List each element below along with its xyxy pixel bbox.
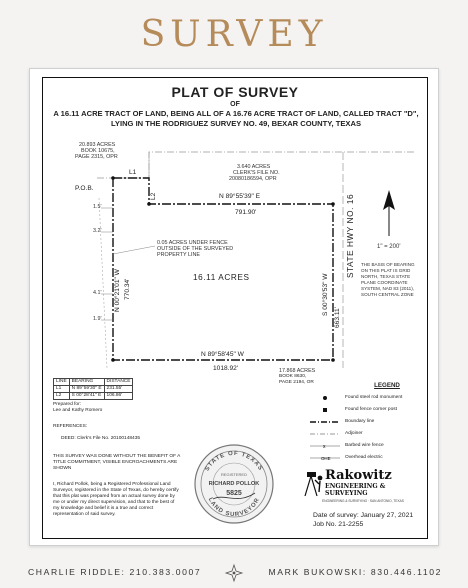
monument-marker bbox=[147, 202, 151, 206]
offset-1: 1.5' bbox=[93, 204, 102, 210]
fence-note-line-1: 0.05 ACRES UNDER FENCE bbox=[157, 240, 228, 246]
tract-area: 16.11 ACRES bbox=[193, 273, 250, 282]
legend-label: Barbed wire fence bbox=[345, 443, 384, 448]
monument-marker bbox=[331, 202, 335, 206]
basis-note-6: SOUTH CENTRAL ZONE bbox=[361, 292, 414, 297]
line-table bbox=[53, 378, 133, 400]
contact-left: CHARLIE RIDDLE: 210.383.0007 bbox=[28, 567, 202, 577]
firm-address: ENGINEERING & SURVEYING · SAN ANTONIO, TEXAS bbox=[322, 499, 404, 503]
legend-label: Found steel rod monument bbox=[345, 395, 403, 400]
neighbor-ne-line-1: 3.640 ACRES bbox=[237, 164, 271, 170]
plat-description: A 16.11 ACRE TRACT OF LAND, BEING ALL OF A 16.76 ACRE TRACT OF LAND, CALLED TRACT "D", LYING IN THE RODRIGUEZ SURVEY NO. 49, BEXAR COUNTY, TEXAS bbox=[53, 109, 419, 128]
neighbor-s-line-3: PAGE 2194, OR bbox=[279, 380, 314, 385]
l2-label: L2 bbox=[150, 192, 157, 200]
seal-number: 5825 bbox=[226, 490, 242, 497]
legend-label: Boundary line bbox=[345, 419, 375, 424]
fence-note-line-3: PROPERTY LINE bbox=[157, 252, 200, 258]
firm-name: Rakowitz bbox=[325, 468, 392, 483]
basis-note-2: ON THIS PLAT IS GRID bbox=[361, 268, 411, 273]
table-cell: L2 bbox=[54, 393, 70, 400]
neighbor-ne-line-2: CLERK'S FILE NO. bbox=[233, 170, 280, 176]
table-cell: L1 bbox=[54, 386, 70, 393]
barbed-wire-icon bbox=[309, 442, 341, 450]
page-heading: SURVEY bbox=[140, 14, 328, 55]
fence-line bbox=[99, 198, 107, 368]
legend-item bbox=[309, 442, 425, 450]
plat-title: PLAT OF SURVEY bbox=[171, 84, 299, 100]
basis-note-4: PLANE COORDINATE bbox=[361, 280, 408, 285]
basis-note-5: SYSTEM, NAD 83 (2011), bbox=[361, 286, 415, 291]
pob-label: P.O.B. bbox=[75, 185, 94, 192]
seal-bottom-text: LAND SURVEYOR bbox=[206, 496, 262, 519]
offset-2: 3.2' bbox=[93, 228, 102, 234]
legend bbox=[309, 382, 425, 461]
boundary-line bbox=[113, 178, 333, 360]
seal-registered: REGISTERED bbox=[220, 472, 248, 477]
table-row bbox=[54, 393, 133, 400]
neighbor-nw-line-3: PAGE 2315, OPR bbox=[75, 154, 118, 160]
legend-item bbox=[309, 418, 425, 426]
basis-note-1: THE BASIS OF BEARING bbox=[361, 262, 415, 267]
seal-top-text: STATE OF TEXAS bbox=[204, 450, 264, 473]
legend-item bbox=[309, 454, 425, 462]
firm-subtitle: ENGINEERING & SURVEYING bbox=[325, 483, 386, 497]
monument-marker bbox=[111, 358, 115, 362]
firm-logo bbox=[301, 468, 425, 506]
fence-note-leader bbox=[113, 246, 155, 254]
west-bearing: N 00°21'01" W bbox=[114, 269, 121, 312]
table-cell: 231.55' bbox=[104, 386, 133, 393]
boundary-line-icon bbox=[309, 418, 341, 426]
line-table-header bbox=[54, 379, 133, 386]
plat-of: OF bbox=[230, 101, 240, 108]
scale-label: 1" = 200' bbox=[377, 244, 401, 250]
legend-label: Found fence corner post bbox=[345, 407, 397, 412]
line-table-head: DISTANCE bbox=[104, 379, 133, 386]
references-label: REFERENCES: bbox=[53, 424, 88, 429]
neighbor-nw-line-1: 20.893 ACRES bbox=[79, 142, 116, 148]
legend-label: Adjoiner bbox=[345, 431, 363, 436]
survey-document bbox=[29, 68, 439, 546]
prepared-label: Prepared for: bbox=[53, 402, 81, 407]
prepared-value: Lee and Kathy Romero bbox=[53, 408, 103, 413]
title-note: THIS SURVEY WAS DONE WITHOUT THE BENEFIT OF A TITLE COMMITMENT, VISIBLE ENCROACHMENTS ARE SHOWN bbox=[53, 454, 181, 471]
svg-text:OHE: OHE bbox=[321, 456, 331, 461]
seal-name: RICHARD POLLOK bbox=[208, 481, 260, 487]
neighbor-nw-line-2: BOOK 10675, bbox=[81, 148, 115, 154]
north-distance: 791.90' bbox=[235, 209, 257, 216]
line-table-head: BEARING bbox=[69, 379, 104, 386]
road-label: STATE HWY NO. 16 bbox=[346, 193, 355, 278]
table-cell: N 89°59'30" E bbox=[69, 386, 104, 393]
table-row bbox=[54, 386, 133, 393]
plat-border bbox=[42, 77, 428, 539]
neighbor-s-line-2: BOOK 8630, bbox=[279, 374, 307, 379]
footer bbox=[0, 563, 468, 583]
neighbor-ne-line-3: 20080186594, OPR bbox=[229, 176, 277, 182]
north-bearing: N 89°55'39" E bbox=[219, 193, 261, 200]
legend-item bbox=[309, 430, 425, 438]
south-bearing: N 89°58'45" W bbox=[201, 351, 244, 358]
certification-text: I, Richard Pollok, being a Registered Professional Land Surveyor, registered in the State of Texas, do hereby certify that this plat was prepared from an actual survey done by me or under my direct supervision, and that to the best of my knowledge and belief it is a true and correct representation of said survey. bbox=[53, 482, 179, 517]
table-cell: 106.86' bbox=[104, 393, 133, 400]
adjoiner-line-icon bbox=[309, 430, 341, 438]
table-cell: S 00°28'41" E bbox=[69, 393, 104, 400]
legend-item bbox=[309, 406, 425, 414]
legend-label: Overhead electric bbox=[345, 455, 383, 460]
steel-rod-icon bbox=[309, 394, 341, 402]
basis-note-3: NORTH, TEXAS STATE bbox=[361, 274, 411, 279]
legend-item bbox=[309, 394, 425, 402]
offset-4: 1.9' bbox=[93, 316, 102, 322]
neighbor-s-line-1: 17.868 ACRES bbox=[279, 368, 316, 374]
overhead-electric-icon bbox=[309, 454, 341, 462]
svg-text:x: x bbox=[323, 444, 326, 450]
monument-marker bbox=[111, 176, 115, 180]
west-distance: 770.34' bbox=[124, 278, 131, 300]
surveyor-figure-icon bbox=[301, 468, 325, 498]
north-arrow-icon bbox=[383, 190, 395, 236]
monument-marker bbox=[331, 358, 335, 362]
survey-date: Date of survey: January 27, 2021 bbox=[313, 512, 414, 519]
legend-title: LEGEND bbox=[374, 382, 400, 389]
offset-3: 4.1' bbox=[93, 290, 102, 296]
plat-drawing bbox=[43, 78, 429, 378]
fence-note-line-2: OUTSIDE OF THE SURVEYED bbox=[157, 246, 234, 252]
job-number: Job No. 21-2255 bbox=[313, 521, 364, 528]
line-table-head: LINE bbox=[54, 379, 70, 386]
surveyor-seal bbox=[193, 443, 275, 525]
deed-reference: DEED: Clerk's File No. 20100148435 bbox=[61, 436, 141, 441]
contact-right: MARK BUKOWSKI: 830.446.1102 bbox=[268, 567, 442, 577]
l1-label: L1 bbox=[129, 169, 137, 176]
fence-post-icon bbox=[309, 406, 341, 414]
brand-logo-icon bbox=[224, 563, 244, 583]
survey-date-block bbox=[313, 511, 413, 529]
south-distance: 1018.92' bbox=[213, 365, 239, 372]
east-distance: 663.11' bbox=[334, 307, 341, 328]
east-bearing: S 00°30'53" W bbox=[322, 273, 329, 316]
